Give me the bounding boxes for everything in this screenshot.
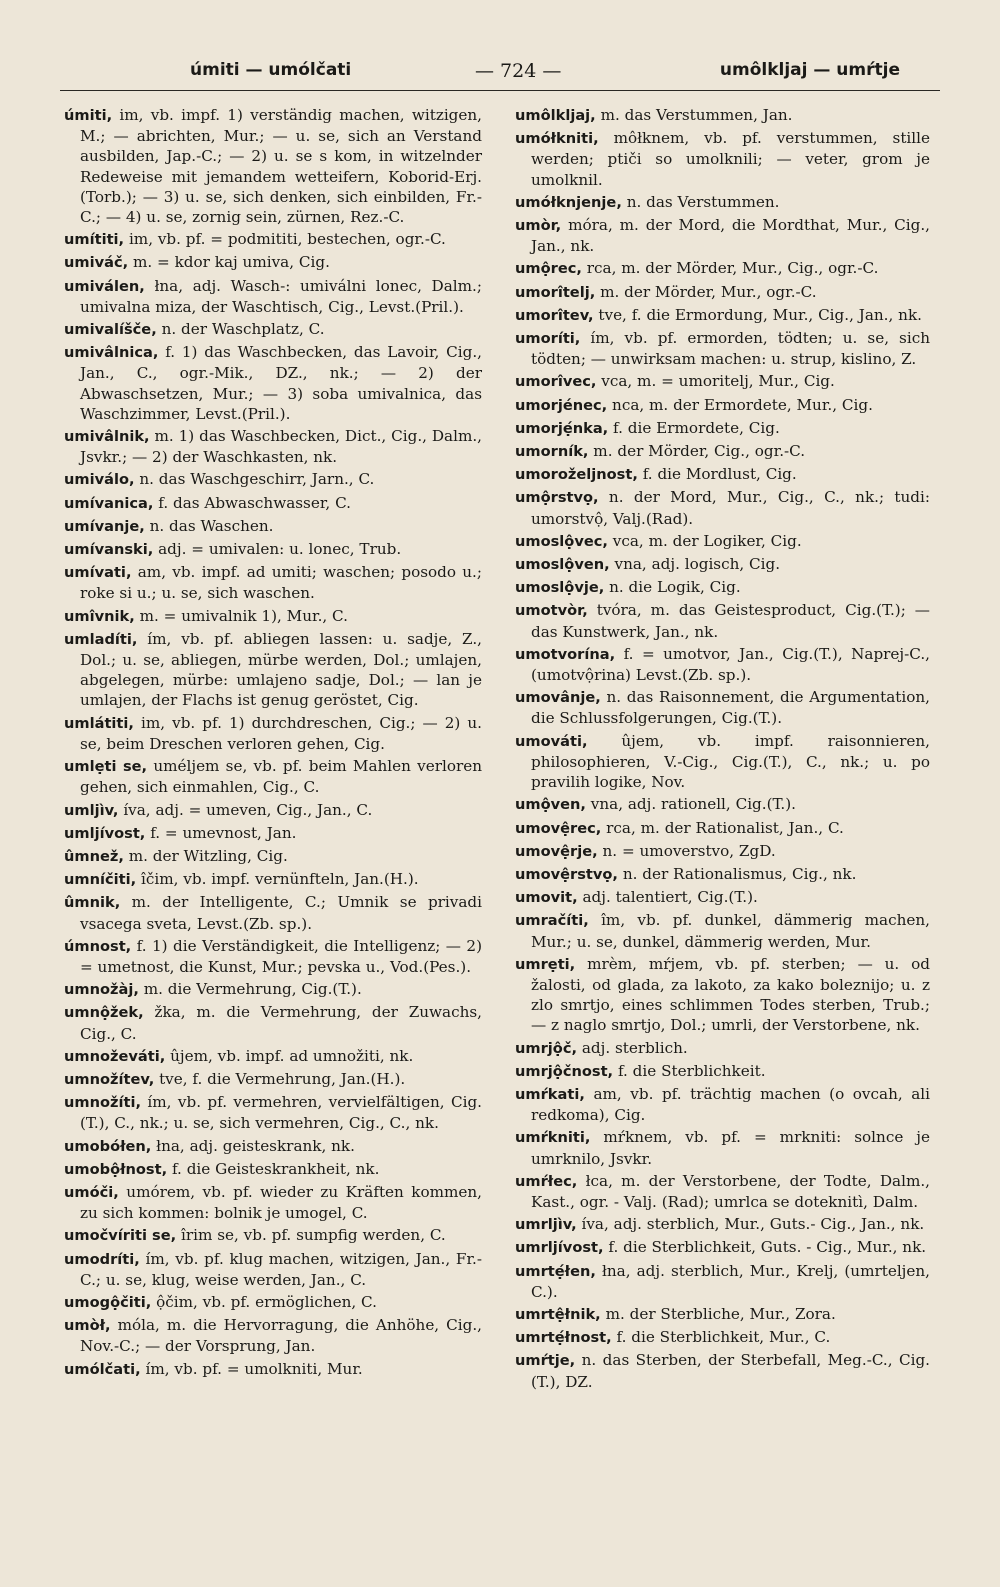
dictionary-entry: [515, 554, 930, 575]
entry-headword: úmnost,: [64, 937, 132, 955]
dictionary-entry: [515, 1237, 930, 1258]
entry-headword: umívanica,: [64, 494, 154, 512]
dictionary-entry: [515, 1214, 930, 1235]
dictionary-entry: [64, 1249, 482, 1290]
entry-definition: n. das Sterben, der Sterbefall, Meg.-C., Cig.(T.), DZ.: [531, 1351, 931, 1391]
entry-headword: umlátiti,: [64, 714, 134, 732]
entry-headword: umítiti,: [64, 231, 125, 249]
dictionary-entry: [515, 954, 930, 1036]
dictionary-entry: [515, 1171, 930, 1212]
entry-headword: umnožítev,: [64, 1070, 155, 1088]
entry-headword: umółkniti,: [515, 130, 599, 148]
entry-headword: umiváč,: [64, 254, 129, 272]
entry-definition: łca, m. der Verstorbene, der Todte, Dalm., Kast., ogr. - Valj. (Rad); umrlca se doteknitì, Dalm.: [531, 1171, 931, 1211]
entry-definition: îrim se, vb. pf. sumpfig werden, C.: [181, 1226, 446, 1245]
dictionary-entry: [515, 305, 930, 326]
dictionary-entry: [64, 1182, 482, 1223]
dictionary-entry: [64, 469, 482, 490]
entry-headword: umotvorína,: [515, 645, 616, 663]
entry-definition: rca, m. der Mörder, Mur., Cig., ogr.-C.: [586, 259, 879, 278]
dictionary-entry: [515, 192, 930, 213]
entry-definition: m. die Vermehrung, Cig.(T.).: [143, 980, 362, 999]
dictionary-entry: [64, 252, 482, 273]
entry-definition: tvóra, m. das Geistesproduct, Cig.(T.); — das Kunstwerk, Jan., nk.: [531, 601, 930, 641]
dictionary-entry: [515, 731, 930, 793]
dictionary-entry: [64, 1359, 482, 1380]
entry-headword: úmiti,: [64, 107, 113, 124]
dictionary-entry: [64, 229, 482, 250]
entry-definition: f. die Sterblichkeit.: [617, 1061, 766, 1080]
entry-definition: móra, m. der Mord, die Mordthat, Mur., Cig., Jan., nk.: [531, 216, 931, 256]
entry-definition: vna, adj. logisch, Cig.: [614, 555, 781, 574]
entry-headword: umrljìv,: [515, 1216, 577, 1234]
entry-definition: łna, adj. Wasch-: umiválni lonec, Dalm.; umivalna miza, der Waschtisch, Cig., Levst.(Pril.).: [80, 276, 482, 316]
entry-headword: umorîtelj,: [515, 283, 596, 301]
dictionary-entry: [64, 276, 482, 317]
entry-headword: umộrec,: [515, 260, 582, 278]
dictionary-entry: [64, 713, 482, 754]
dictionary-entry: [64, 892, 482, 933]
dictionary-entry: [515, 258, 930, 279]
entry-definition: f. 1) die Verständigkeit, die Intelligenz; — 2) = umetnost, die Kunst, Mur.; pevska u., Vod.(Pes.).: [80, 936, 482, 976]
entry-headword: ûmnež,: [64, 847, 124, 865]
dictionary-entry: [515, 128, 930, 190]
dictionary-entry: [515, 1327, 930, 1348]
entry-definition: žka, m. die Vermehrung, der Zuwachs, Cig., C.: [80, 1003, 483, 1043]
dictionary-entry: [64, 800, 482, 821]
dictionary-entry: [515, 282, 930, 303]
dictionary-entry: [515, 531, 930, 552]
dictionary-entry: [64, 516, 482, 537]
entry-definition: móla, m. die Hervorragung, die Anhöhe, Cig., Nov.-C.; — der Vorsprung, Jan.: [80, 1316, 482, 1356]
dictionary-entry: [64, 426, 482, 467]
entry-headword: umóči,: [64, 1183, 119, 1201]
entry-headword: umoslộvje,: [515, 579, 605, 597]
entry-headword: umorjénec,: [515, 396, 608, 414]
header-right-guideword: umôlkljaj — umŕtje: [719, 60, 900, 80]
entry-definition: vca, m. = umoritelj, Mur., Cig.: [601, 372, 835, 391]
entry-definition: am, vb. pf. trächtig machen (o ovcah, ali redkoma), Cig.: [531, 1084, 931, 1125]
entry-definition: uméljem se, vb. pf. beim Mahlen verloren gehen, sich einmahlen, Cig., C.: [80, 757, 483, 797]
entry-definition: n. das Verstummen.: [626, 192, 780, 211]
dictionary-entry: [515, 1084, 930, 1125]
dictionary-entry: [64, 629, 482, 711]
dictionary-entry: [515, 1038, 930, 1059]
page-header: [60, 52, 940, 86]
dictionary-entry: [515, 1304, 930, 1325]
entry-definition: am, vb. impf. ad umiti; waschen; posodo u.; roke si u.; u. se, sich waschen.: [80, 563, 482, 603]
entry-definition: n. das Raisonnement, die Argumentation, die Schlussfolgerungen, Cig.(T.).: [531, 688, 930, 728]
entry-definition: im, vb. pf. 1) durchdreschen, Cig.; — 2) u. se, beim Dreschen verloren gehen, Cig.: [80, 713, 482, 753]
entry-definition: ộčim, vb. pf. ermöglichen, C.: [156, 1292, 377, 1311]
entry-headword: umôlkljaj,: [515, 107, 596, 124]
dictionary-entry: [515, 441, 930, 462]
entry-headword: umlẹti se,: [64, 758, 148, 776]
dictionary-entry: [515, 418, 930, 439]
entry-headword: umívanski,: [64, 541, 154, 559]
entry-headword: umrljívost,: [515, 1239, 604, 1257]
entry-definition: ím, vb. pf. ermorden, tödten; u. se, sich tödten; — unwirksam machen: u. strup, kislino, Z.: [531, 329, 930, 369]
dictionary-entry: [64, 1092, 482, 1133]
entry-definition: môłknem, vb. pf. verstummen, stille werden; ptiči so umolknili; — veter, grom je umolknil.: [531, 129, 930, 189]
header-rule: [60, 90, 940, 91]
entry-definition: umórem, vb. pf. wieder zu Kräften kommen, zu sich kommen: bolnik je umogel, C.: [80, 1182, 483, 1223]
entry-headword: umobộłnost,: [64, 1160, 168, 1178]
dictionary-entry: [515, 577, 930, 598]
dictionary-entry: [64, 1159, 482, 1180]
dictionary-entry: [64, 1046, 482, 1067]
entry-headword: umoroželjnost,: [515, 466, 638, 484]
dictionary-entry: [64, 979, 482, 1000]
dictionary-entry: [515, 371, 930, 392]
entry-definition: m. der Mörder, Mur., ogr.-C.: [600, 282, 817, 301]
entry-definition: rca, m. der Rationalist, Jan., C.: [606, 818, 844, 837]
dictionary-entry: [515, 841, 930, 862]
entry-definition: îm, vb. pf. dunkel, dämmerig machen, Mur.; u. se, dunkel, dämmerig werden, Mur.: [531, 911, 930, 951]
dictionary-entry: [515, 794, 930, 815]
dictionary-entry: [64, 846, 482, 867]
dictionary-entry: [515, 215, 930, 256]
entry-definition: m. das Verstummen, Jan.: [600, 106, 793, 124]
entry-headword: umoslộvec,: [515, 532, 608, 550]
entry-definition: ím, vb. pf. klug machen, witzigen, Jan., Fr.-C.; u. se, klug, weise werden, Jan., C.: [80, 1249, 483, 1289]
dictionary-entry: [64, 936, 482, 977]
entry-headword: umrtẹ́łnost,: [515, 1329, 612, 1347]
entry-definition: nca, m. der Ermordete, Mur., Cig.: [612, 395, 873, 414]
entry-headword: umŕtje,: [515, 1352, 576, 1370]
entry-definition: vca, m. der Logiker, Cig.: [612, 531, 802, 550]
entry-definition: n. der Mord, Mur., Cig., C., nk.; tudi: umorstvộ, Valj.(Rad).: [531, 488, 931, 528]
dictionary-entry: [64, 1136, 482, 1157]
dictionary-entry: [515, 910, 930, 951]
dictionary-entry: [515, 487, 930, 528]
entry-headword: umovệrje,: [515, 842, 598, 860]
entry-headword: umộrstvọ,: [515, 489, 599, 507]
entry-headword: umodríti,: [64, 1250, 140, 1268]
entry-definition: adj. sterblich.: [581, 1038, 688, 1057]
entry-headword: umnộžek,: [64, 1004, 144, 1022]
entry-headword: umrjộč,: [515, 1039, 578, 1057]
entry-definition: vna, adj. rationell, Cig.(T.).: [590, 795, 796, 814]
entry-headword: umovânje,: [515, 689, 601, 707]
entry-headword: umorník,: [515, 443, 589, 461]
entry-definition: îčim, vb. impf. vernünfteln, Jan.(H.).: [141, 870, 419, 889]
entry-definition: n. der Waschplatz, C.: [161, 320, 325, 339]
dictionary-entry: [515, 105, 930, 126]
entry-headword: umorîtev,: [515, 306, 594, 324]
entry-headword: umívati,: [64, 564, 132, 582]
dictionary-entry: [64, 319, 482, 340]
entry-headword: umiválen,: [64, 277, 145, 295]
entry-definition: f. = umotvor, Jan., Cig.(T.), Naprej-C., (umotvộrina) Levst.(Zb. sp.).: [531, 644, 930, 685]
entry-definition: łna, adj. sterblich, Mur., Krelj, (umrteljen, C.).: [531, 1261, 930, 1301]
entry-definition: ím, vb. pf. vermehren, vervielfältigen, Cig.(T.), C., nk.; u. se, sich vermehren, Cig., C., nk.: [80, 1093, 482, 1133]
dictionary-entry: [515, 644, 930, 685]
entry-headword: umoríti,: [515, 330, 581, 348]
entry-definition: ím, vb. pf. = umolkniti, Mur.: [145, 1359, 363, 1378]
entry-headword: umrtẹ́łen,: [515, 1262, 596, 1280]
entry-headword: umrtệłnik,: [515, 1305, 601, 1323]
dictionary-entry: [64, 756, 482, 797]
entry-headword: umółknjenje,: [515, 193, 622, 211]
entry-definition: n. das Waschgeschirr, Jarn., C.: [139, 470, 375, 489]
dictionary-entry: [515, 887, 930, 908]
entry-headword: umivâlnica,: [64, 344, 159, 362]
entry-headword: umộven,: [515, 796, 586, 814]
entry-headword: umivalíšče,: [64, 321, 157, 339]
entry-headword: umólčati,: [64, 1360, 141, 1378]
entry-definition: m. = umivalnik 1), Mur., C.: [139, 606, 348, 625]
dictionary-entry: [64, 823, 482, 844]
entry-headword: umòr,: [515, 217, 562, 235]
entry-headword: umívanje,: [64, 517, 145, 535]
entry-headword: ûmnik,: [64, 894, 121, 912]
dictionary-entry: [515, 464, 930, 485]
entry-definition: m. 1) das Waschbecken, Dict., Cig., Dalm., Jsvkr.; — 2) der Waschkasten, nk.: [80, 427, 483, 467]
entry-definition: ûjem, vb. impf. ad umnožiti, nk.: [170, 1046, 414, 1065]
entry-definition: íva, adj. = umeven, Cig., Jan., C.: [123, 800, 373, 819]
entry-definition: m. der Mörder, Cig., ogr.-C.: [593, 442, 806, 461]
entry-definition: n. = umoverstvo, ZgD.: [602, 841, 776, 860]
dictionary-entry: [64, 1292, 482, 1313]
entry-definition: tve, f. die Ermordung, Mur., Cig., Jan., nk.: [598, 305, 922, 324]
entry-headword: umobółen,: [64, 1137, 152, 1155]
dictionary-entry: [64, 1069, 482, 1090]
entry-definition: f. 1) das Waschbecken, das Lavoir, Cig., Jan., C., ogr.-Mik., DZ., nk.; — 2) der Abwaschsetzen, Mur.; — 3) soba umivalnica, das Waschzimmer, Levst.(Pril.).: [80, 343, 482, 423]
entry-headword: umrjộčnost,: [515, 1062, 614, 1080]
dictionary-entry: [515, 1350, 930, 1391]
entry-headword: umorîvec,: [515, 373, 597, 391]
entry-headword: umljìv,: [64, 801, 119, 819]
entry-headword: umnoževáti,: [64, 1047, 166, 1065]
entry-headword: umoslộven,: [515, 556, 610, 574]
dictionary-entry: [64, 606, 482, 627]
entry-definition: adj. = umivalen: u. lonec, Trub.: [158, 540, 402, 559]
entry-headword: umnožàj,: [64, 981, 139, 999]
page-number: — 724 —: [475, 60, 562, 82]
entry-headword: umračíti,: [515, 912, 589, 930]
entry-headword: umotvòr,: [515, 602, 588, 620]
right-column: [515, 105, 930, 1394]
entry-headword: umovit,: [515, 889, 578, 907]
dictionary-entry: [515, 687, 930, 728]
entry-headword: umováti,: [515, 732, 588, 750]
entry-definition: adj. talentiert, Cig.(T.).: [582, 888, 758, 907]
dictionary-entry: [64, 1315, 482, 1356]
entry-headword: umŕkati,: [515, 1085, 585, 1103]
entry-definition: f. die Mordlust, Cig.: [642, 465, 797, 484]
dictionary-entry: [515, 864, 930, 885]
entry-definition: f. die Ermordete, Cig.: [613, 418, 780, 437]
entry-definition: im, vb. pf. = podmititi, bestechen, ogr.-C.: [128, 230, 446, 249]
entry-headword: umovệrstvọ,: [515, 865, 618, 883]
dictionary-entry: [64, 493, 482, 514]
dictionary-entry: [515, 1127, 930, 1168]
entry-definition: m. der Intelligente, C.; Umnik se privadi vsacega sveta, Levst.(Zb. sp.).: [80, 893, 483, 933]
entry-headword: umòł,: [64, 1317, 111, 1335]
entry-headword: umladíti,: [64, 630, 138, 648]
entry-headword: umiválo,: [64, 471, 135, 489]
dictionary-entry: [515, 600, 930, 641]
entry-headword: umîvnik,: [64, 607, 135, 625]
dictionary-entry: [515, 1061, 930, 1082]
entry-definition: ím, vb. pf. abliegen lassen: u. sadje, Z., Dol.; u. se, abliegen, mürbe werden, Dol.; umlajen, abgelegen, mürbe: umlajeno sadje, Dol.; — lan je umlajen, der Flachs ist genug geröstet, Cig.: [80, 629, 482, 710]
entry-headword: umogộčiti,: [64, 1293, 152, 1311]
entry-headword: umovệrec,: [515, 819, 602, 837]
entry-definition: n. das Waschen.: [149, 516, 274, 535]
entry-definition: f. die Sterblichkeit, Guts. - Cig., Mur., nk.: [608, 1238, 927, 1257]
entry-definition: mrèm, mŕjem, vb. pf. sterben; — u. od žalosti, od glada, za lakoto, za kako boleznijo; u. z zlo smrtjo, eines schlimmen Todes sterben, Trub.; — z naglo smrtjo, Dol.; umrli, der Verstorbene, nk.: [531, 954, 931, 1035]
entry-definition: f. die Sterblichkeit, Mur., C.: [616, 1328, 831, 1347]
dictionary-entry: [64, 539, 482, 560]
header-left-guideword: úmiti — umólčati: [190, 60, 352, 80]
entry-headword: umníčiti,: [64, 871, 137, 889]
left-column: [64, 105, 482, 1382]
entry-definition: m. = kdor kaj umiva, Cig.: [132, 253, 330, 272]
entry-definition: m. der Sterbliche, Mur., Zora.: [605, 1304, 836, 1323]
entry-definition: im, vb. impf. 1) verständig machen, witzigen, M.; — abrichten, Mur.; — u. se, sich an Verstand ausbilden, Jap.-C.; — 2) u. se s kom, in witzelnder Redeweise mit jemandem wetteifern, Koborid-Erj.(Torb.); — 3) u. se, sich denken, sich einbilden, Fr.-C.; — 4) u. se, zornig sein, zürnen, Rez.-C.: [80, 106, 483, 227]
dictionary-entry: [64, 1225, 482, 1246]
entry-definition: tve, f. die Vermehrung, Jan.(H.).: [159, 1069, 406, 1088]
entry-headword: umrẹti,: [515, 955, 576, 973]
dictionary-entry: [64, 869, 482, 890]
entry-definition: f. = umevnost, Jan.: [150, 823, 297, 842]
dictionary-entry: [64, 342, 482, 424]
entry-definition: f. die Geisteskrankheit, nk.: [171, 1159, 380, 1178]
entry-definition: łna, adj. geisteskrank, nk.: [156, 1136, 355, 1155]
entry-headword: umnožíti,: [64, 1094, 142, 1112]
entry-definition: íva, adj. sterblich, Mur., Guts.- Cig., Jan., nk.: [581, 1215, 925, 1234]
entry-headword: umŕłec,: [515, 1172, 578, 1190]
entry-definition: ûjem, vb. impf. raisonnieren, philosophieren, V.-Cig., Cig.(T.), C., nk.; u. po pravilih logike, Nov.: [531, 731, 930, 792]
entry-definition: f. das Abwaschwasser, C.: [158, 493, 351, 512]
entry-headword: umŕkniti,: [515, 1129, 591, 1147]
dictionary-entry: [515, 395, 930, 416]
entry-definition: n. die Logik, Cig.: [609, 578, 741, 597]
entry-definition: mŕknem, vb. pf. = mrkniti: solnce je umrknilo, Jsvkr.: [531, 1128, 930, 1168]
entry-headword: umorjẹ́nka,: [515, 419, 609, 437]
dictionary-entry: [64, 1002, 482, 1043]
dictionary-entry: [64, 105, 482, 227]
entry-definition: n. der Rationalismus, Cig., nk.: [622, 864, 857, 883]
dictionary-entry: [515, 818, 930, 839]
entry-headword: umočvíriti se,: [64, 1227, 177, 1245]
entry-headword: umljívost,: [64, 824, 146, 842]
entry-headword: umivâlnik,: [64, 428, 150, 446]
dictionary-entry: [515, 1261, 930, 1302]
dictionary-entry: [64, 562, 482, 603]
dictionary-entry: [515, 328, 930, 369]
entry-definition: m. der Witzling, Cig.: [128, 846, 288, 865]
